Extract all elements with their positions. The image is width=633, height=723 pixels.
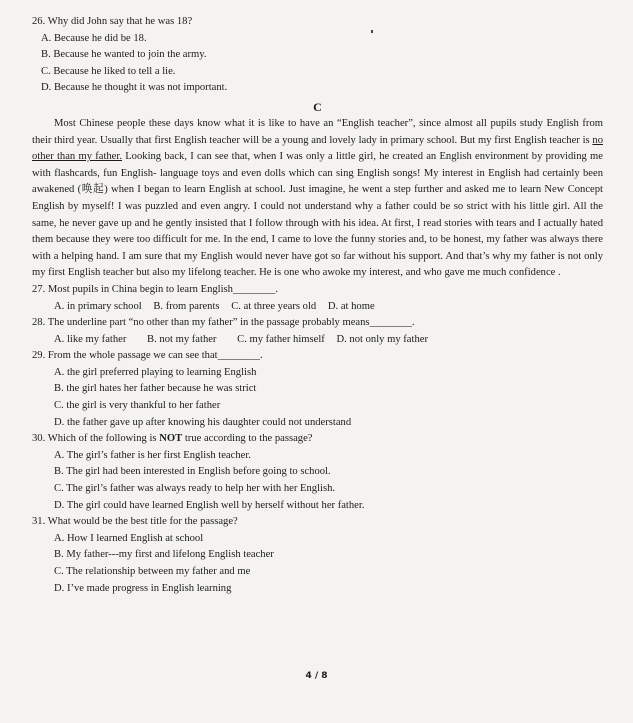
question-27-options: [54, 299, 603, 316]
question-30-stem-emphasis: NOT: [159, 433, 183, 445]
question-26-option-c: C. Because he liked to tell a lie.: [41, 65, 176, 77]
passage-text-end: Looking back, I can see that, when I was only a little girl, he created an English environment by providing me with flashcards, fun English- language toys and even dolls which can sing English songs! My interest in English had certainly been awakened (唤起) when I began to learn English at school. Just imagine, he went a step further and asked me to learn New Concept English by myself! I was puzzled and even angry. I could not understand why a father could be so strict with his little girl. All the same, he never gave up and he gently insisted that I follow through with his idea. At first, I read stories with tears and I actually hated them because they were too difficult for me. In the end, I came to love the funny stories and, to be honest, my father was always there with a helping hand. I am sure that my English would never have got so far without his support. And that’s why my father is not only my first English teacher but also my lifelong teacher. He is one who awoke my interest, and who gave me much confidence .: [32, 151, 603, 279]
question-28-option-d: D. not only my father: [336, 333, 428, 345]
question-26: [32, 14, 603, 97]
question-26-stem: 26. Why did John say that he was 18?: [32, 16, 193, 27]
question-27-option-b: B. from parents: [153, 300, 220, 312]
question-29: [32, 348, 603, 431]
section-label: C: [313, 99, 322, 114]
question-28-option-c: C. my father himself: [237, 333, 325, 345]
page-number: 4 / 8: [305, 671, 328, 681]
question-30-stem-end: true according to the passage?: [182, 433, 313, 445]
question-31-option-d: D. I’ve made progress in English learning: [54, 582, 232, 594]
question-28-option-b: B. not my father: [147, 333, 217, 345]
question-27-option-c: C. at three years old: [231, 300, 317, 312]
question-30-option-c: C. The girl’s father was always ready to help her with her English.: [54, 483, 336, 495]
passage-text-start: Most Chinese people these days know what it is like to have an “English teacher”, since almost all pupils study English from their third year. Usually that first English teacher will be a young and lovely lady in primary school. But my first English teacher is: [32, 117, 603, 146]
question-28-stem: 28. The underline part “no other than my father” in the passage probably means________.: [32, 317, 415, 329]
question-31-option-b: B. My father---my first and lifelong English teacher: [54, 549, 274, 561]
question-29-option-b: B. the girl hates her father because he was strict: [54, 383, 257, 395]
question-27-option-d: D. at home: [327, 300, 375, 312]
question-30-stem: [32, 431, 603, 448]
question-26-option-d: D. Because he thought it was not important.: [41, 82, 228, 94]
question-27: [32, 282, 603, 315]
question-28: [32, 315, 603, 348]
reading-passage: [32, 116, 603, 282]
question-29-option-a: A. the girl preferred playing to learning English: [54, 366, 257, 378]
question-31-option-c: C. The relationship between my father and me: [54, 566, 251, 577]
question-29-option-c: C. the girl is very thankful to her father: [54, 400, 221, 412]
question-30-stem-start: 30. Which of the following is: [32, 433, 160, 445]
question-29-stem: 29. From the whole passage we can see that________.: [32, 350, 263, 362]
question-31: [32, 514, 603, 597]
question-28-option-a: A. like my father: [54, 333, 127, 345]
question-30-option-b: B. The girl had been interested in English before going to school.: [54, 466, 331, 478]
question-28-options: [54, 332, 603, 349]
passage-underlined-phrase: no other than my father.: [32, 134, 603, 163]
question-29-option-d: D. the father gave up after knowing his daughter could not understand: [54, 416, 352, 428]
question-31-stem: 31. What would be the best title for the passage?: [32, 516, 238, 528]
question-31-option-a: A. How I learned English at school: [54, 532, 204, 544]
question-30-option-d: D. The girl could have learned English well by herself without her father.: [54, 499, 365, 511]
question-26-option-b: B. Because he wanted to join the army.: [41, 49, 207, 61]
question-27-stem: 27. Most pupils in China begin to learn English________.: [32, 283, 278, 295]
question-26-option-a: A. Because he did be 18.: [41, 32, 147, 44]
stray-mark: [371, 30, 373, 33]
question-30-option-a: A. The girl’s father is her first English teacher.: [54, 449, 251, 461]
question-27-option-a: A. in primary school: [54, 300, 142, 312]
question-30: [32, 431, 603, 514]
